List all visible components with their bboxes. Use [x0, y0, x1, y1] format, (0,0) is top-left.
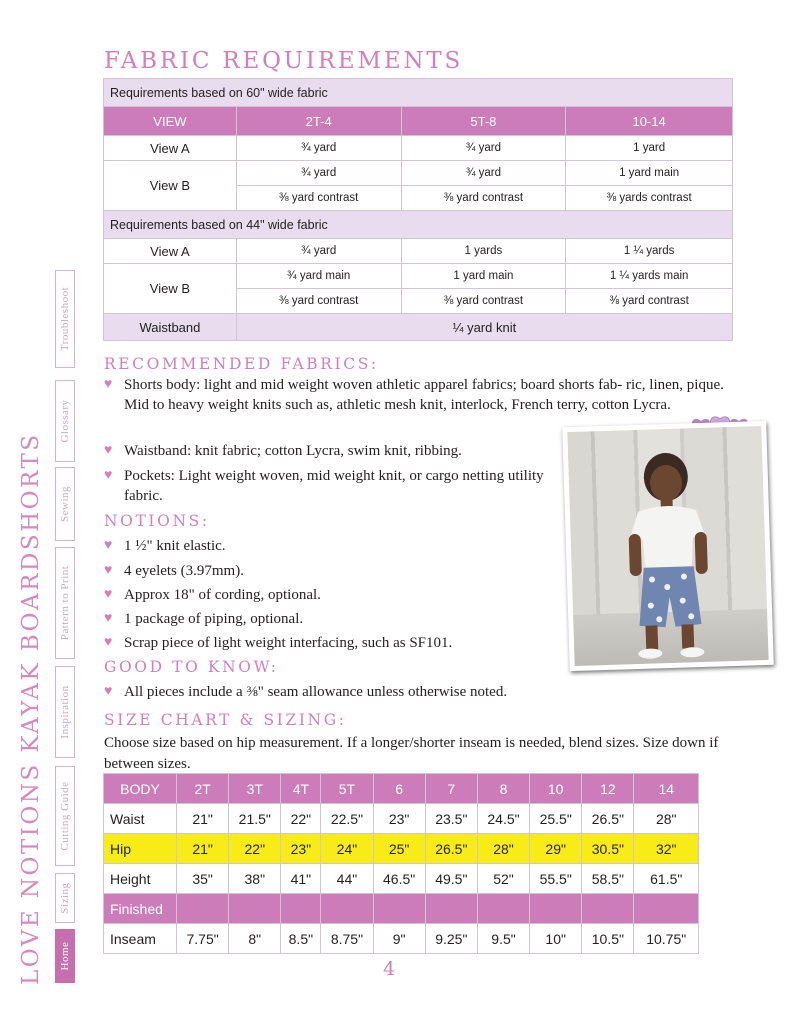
cell: 28" [634, 804, 699, 834]
good-to-know-heading: GOOD TO KNOW: [104, 658, 279, 676]
page-number: 4 [383, 958, 396, 980]
heart-bullet-icon: ♥ [104, 443, 113, 458]
cell: 8.75" [321, 924, 373, 954]
tab-pattern-to-print[interactable]: Pattern to Print [55, 547, 75, 659]
cell: 26.5" [425, 834, 477, 864]
col-header: VIEW [104, 107, 237, 136]
cell: 24.5" [477, 804, 529, 834]
cell: 46.5" [373, 864, 425, 894]
col-header: 14 [634, 774, 699, 804]
cell: 9" [373, 924, 425, 954]
cell: 1 yard main [566, 161, 733, 186]
heart-bullet-icon: ♥ [104, 377, 113, 392]
heart-bullet-icon: ♥ [104, 635, 113, 650]
cell: 1 yard [566, 136, 733, 161]
tab-home[interactable]: Home [55, 929, 75, 983]
cell: 22" [281, 804, 321, 834]
cell: 25.5" [530, 804, 582, 834]
col-header: 3T [229, 774, 281, 804]
note-60-inch: Requirements based on 60" wide fabric [104, 79, 733, 107]
cell: 23" [281, 834, 321, 864]
cell: 21" [177, 834, 229, 864]
cell: ¾ yard [401, 161, 566, 186]
fabric-requirements-table [103, 78, 733, 341]
cell: 1 yard main [401, 264, 566, 289]
cell: 22" [229, 834, 281, 864]
list-item: ♥ All pieces include a ⅜" seam allowance unless otherwise noted. [104, 684, 508, 700]
note-44-inch: Requirements based on 44" wide fabric [104, 211, 733, 239]
tab-troubleshoot[interactable]: Troubleshoot [55, 270, 75, 368]
cell: 21" [177, 804, 229, 834]
cell: 35" [177, 864, 229, 894]
row-label: View A [104, 239, 237, 264]
list-item: ♥ Shorts body: light and mid weight woven athletic apparel fabrics; board shorts fab- ric, linen, pique. Mid to heavy weight knits such as, athletic mesh knit, interlock, French terry, cotton Lycra. [104, 377, 724, 413]
cell: 9.5" [477, 924, 529, 954]
cell: 1 yards [401, 239, 566, 264]
photo-image [567, 426, 768, 666]
row-label: View B [104, 161, 237, 211]
cell: ⅜ yard contrast [566, 289, 733, 314]
table-row [104, 894, 699, 924]
tab-cutting-guide[interactable]: Cutting Guide [55, 766, 75, 866]
cell: 1 ¼ yards main [566, 264, 733, 289]
col-header: 6 [373, 774, 425, 804]
cell: 22.5" [321, 804, 373, 834]
heart-bullet-icon: ♥ [104, 684, 113, 699]
cell: 61.5" [634, 864, 699, 894]
cell: 28" [477, 834, 529, 864]
cell: ⅜ yard contrast [236, 289, 401, 314]
cell: 44" [321, 864, 373, 894]
cell: ⅜ yards contrast [566, 186, 733, 211]
col-header: 5T [321, 774, 373, 804]
list-item: ♥ 4 eyelets (3.97mm). [104, 563, 244, 579]
cell: 1 ¼ yards [566, 239, 733, 264]
size-chart-intro: Choose size based on hip measurement. If a longer/shorter inseam is needed, blend sizes. Size down if between sizes. [104, 735, 719, 772]
notions-heading: NOTIONS: [104, 512, 210, 530]
waistband-value: ¼ yard knit [236, 314, 732, 341]
tab-glossary[interactable]: Glossary [55, 380, 75, 462]
cell: 23" [373, 804, 425, 834]
child-illustration-icon [567, 426, 768, 666]
cell: 10.5" [582, 924, 634, 954]
cell: 8" [229, 924, 281, 954]
col-header: 2T-4 [236, 107, 401, 136]
row-label: View A [104, 136, 237, 161]
table-row [104, 864, 699, 894]
list-item: ♥ Waistband: knit fabric; cotton Lycra, swim knit, ribbing. [104, 443, 462, 459]
cell: ¾ yard [236, 136, 401, 161]
cell: 8.5" [281, 924, 321, 954]
cell: 41" [281, 864, 321, 894]
heart-bullet-icon: ♥ [104, 587, 113, 602]
col-header: 2T [177, 774, 229, 804]
heart-bullet-icon: ♥ [104, 611, 113, 626]
cell: ¾ yard [236, 239, 401, 264]
cell: ¾ yard [401, 136, 566, 161]
cell: ¾ yard [236, 161, 401, 186]
child-photo [562, 421, 774, 671]
cell: 55.5" [530, 864, 582, 894]
fabric-requirements-heading: FABRIC REQUIREMENTS [104, 48, 464, 74]
list-item: ♥ Approx 18" of cording, optional. [104, 587, 321, 603]
cell: 24" [321, 834, 373, 864]
list-item: ♥ 1 ½" knit elastic. [104, 538, 226, 554]
table-row [104, 924, 699, 954]
recommended-fabrics-heading: RECOMMENDED FABRICS: [104, 355, 379, 373]
cell: 58.5" [582, 864, 634, 894]
col-header: 10 [530, 774, 582, 804]
cell: Inseam [104, 924, 177, 954]
list-item: ♥ 1 package of piping, optional. [104, 611, 304, 627]
cell: 10.75" [634, 924, 699, 954]
cell: 10" [530, 924, 582, 954]
tab-sizing[interactable]: Sizing [55, 873, 75, 923]
cell: 30.5" [582, 834, 634, 864]
cell: 23.5" [425, 804, 477, 834]
brand-title: LOVE NOTIONS KAYAK BOARDSHORTS [18, 432, 44, 985]
col-header: 10-14 [566, 107, 733, 136]
finished-label: Finished [104, 894, 177, 924]
col-header: 4T [281, 774, 321, 804]
cell: ¾ yard main [236, 264, 401, 289]
cell: ⅜ yard contrast [236, 186, 401, 211]
col-header: 12 [582, 774, 634, 804]
col-header: 5T-8 [401, 107, 566, 136]
table-row [104, 804, 699, 834]
cell: ⅜ yard contrast [401, 289, 566, 314]
col-header: 8 [477, 774, 529, 804]
row-label: View B [104, 264, 237, 314]
table-row [104, 834, 699, 864]
cell: 21.5" [229, 804, 281, 834]
cell: 7.75" [177, 924, 229, 954]
size-chart-table [103, 773, 699, 954]
heart-bullet-icon: ♥ [104, 468, 113, 483]
col-header: 7 [425, 774, 477, 804]
heart-bullet-icon: ♥ [104, 563, 113, 578]
list-item: ♥ Scrap piece of light weight interfacing, such as SF101. [104, 635, 453, 651]
list-item: ♥ Pockets: Light weight woven, mid weight knit, or cargo netting utility fabric. [104, 468, 544, 504]
waistband-label: Waistband [104, 314, 237, 341]
cell: 9.25" [425, 924, 477, 954]
col-header: BODY [104, 774, 177, 804]
cell: ⅜ yard contrast [401, 186, 566, 211]
cell: 32" [634, 834, 699, 864]
cell: 25" [373, 834, 425, 864]
cell: 29" [530, 834, 582, 864]
cell: Waist [104, 804, 177, 834]
cell: 52" [477, 864, 529, 894]
size-chart-heading: SIZE CHART & SIZING: [104, 711, 347, 729]
tab-inspiration[interactable]: Inspiration [55, 666, 75, 758]
cell: 26.5" [582, 804, 634, 834]
cell: 38" [229, 864, 281, 894]
cell: 49.5" [425, 864, 477, 894]
tab-sewing[interactable]: Sewing [55, 467, 75, 541]
cell: Hip [104, 834, 177, 864]
cell: Height [104, 864, 177, 894]
heart-bullet-icon: ♥ [104, 538, 113, 553]
